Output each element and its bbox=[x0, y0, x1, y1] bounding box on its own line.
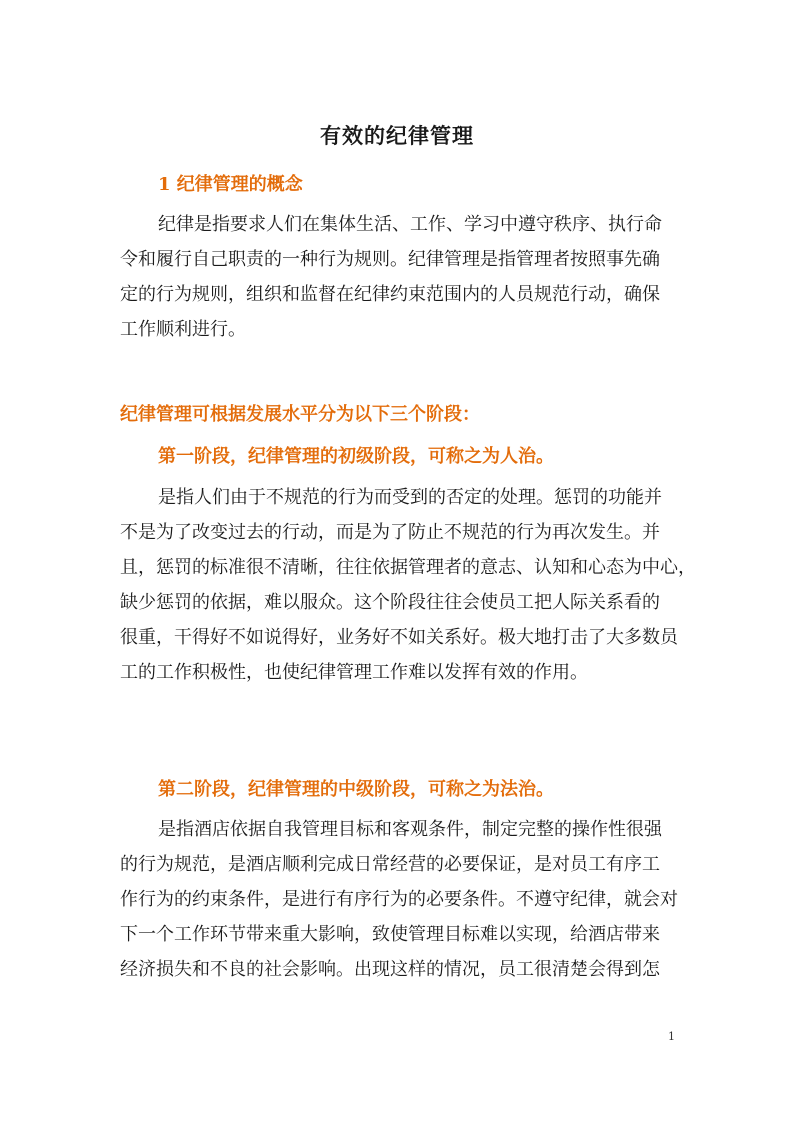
stage2-heading: 第二阶段，纪律管理的中级阶段，可称之为法治。 bbox=[158, 779, 554, 800]
paragraph-line: 不是为了改变过去的行动，而是为了防止不规范的行为再次发生。并 bbox=[120, 522, 660, 543]
paragraph-line: 工的工作积极性，也使纪律管理工作难以发挥有效的作用。 bbox=[120, 662, 588, 683]
paragraph-line: 纪律是指要求人们在集体生活、工作、学习中遵守秩序、执行命 bbox=[158, 214, 662, 235]
paragraph-line: 缺少惩罚的依据，难以服众。这个阶段往往会使员工把人际关系看的 bbox=[120, 592, 660, 613]
stages-heading: 纪律管理可根据发展水平分为以下三个阶段： bbox=[120, 404, 480, 425]
paragraph-line: 的行为规范，是酒店顺利完成日常经营的必要保证，是对员工有序工 bbox=[120, 854, 660, 875]
paragraph-line: 令和履行自己职责的一种行为规则。纪律管理是指管理者按照事先确 bbox=[120, 249, 660, 270]
paragraph-line: 且，惩罚的标准很不清晰，往往依据管理者的意志、认知和心态为中心， bbox=[120, 557, 696, 578]
paragraph-line: 工作顺利进行。 bbox=[120, 319, 246, 340]
paragraph-line: 作行为的约束条件，是进行有序行为的必要条件。不遵守纪律，就会对 bbox=[120, 889, 678, 910]
document-title: 有效的纪律管理 bbox=[320, 123, 474, 148]
paragraph-line: 很重，干得好不如说得好，业务好不如关系好。极大地打击了大多数员 bbox=[120, 627, 678, 648]
section-heading-concept: 1 纪律管理的概念 bbox=[158, 174, 303, 195]
page-number: 1 bbox=[668, 1030, 675, 1043]
paragraph-line: 是指酒店依据自我管理目标和客观条件，制定完整的操作性很强 bbox=[158, 819, 662, 840]
paragraph-line: 定的行为规则，组织和监督在纪律约束范围内的人员规范行动，确保 bbox=[120, 284, 660, 305]
stage1-heading: 第一阶段，纪律管理的初级阶段，可称之为人治。 bbox=[158, 446, 554, 467]
paragraph-line: 经济损失和不良的社会影响。出现这样的情况，员工很清楚会得到怎 bbox=[120, 959, 660, 980]
paragraph-line: 下一个工作环节带来重大影响，致使管理目标难以实现，给酒店带来 bbox=[120, 924, 660, 945]
paragraph-line: 是指人们由于不规范的行为而受到的否定的处理。惩罚的功能并 bbox=[158, 487, 662, 508]
